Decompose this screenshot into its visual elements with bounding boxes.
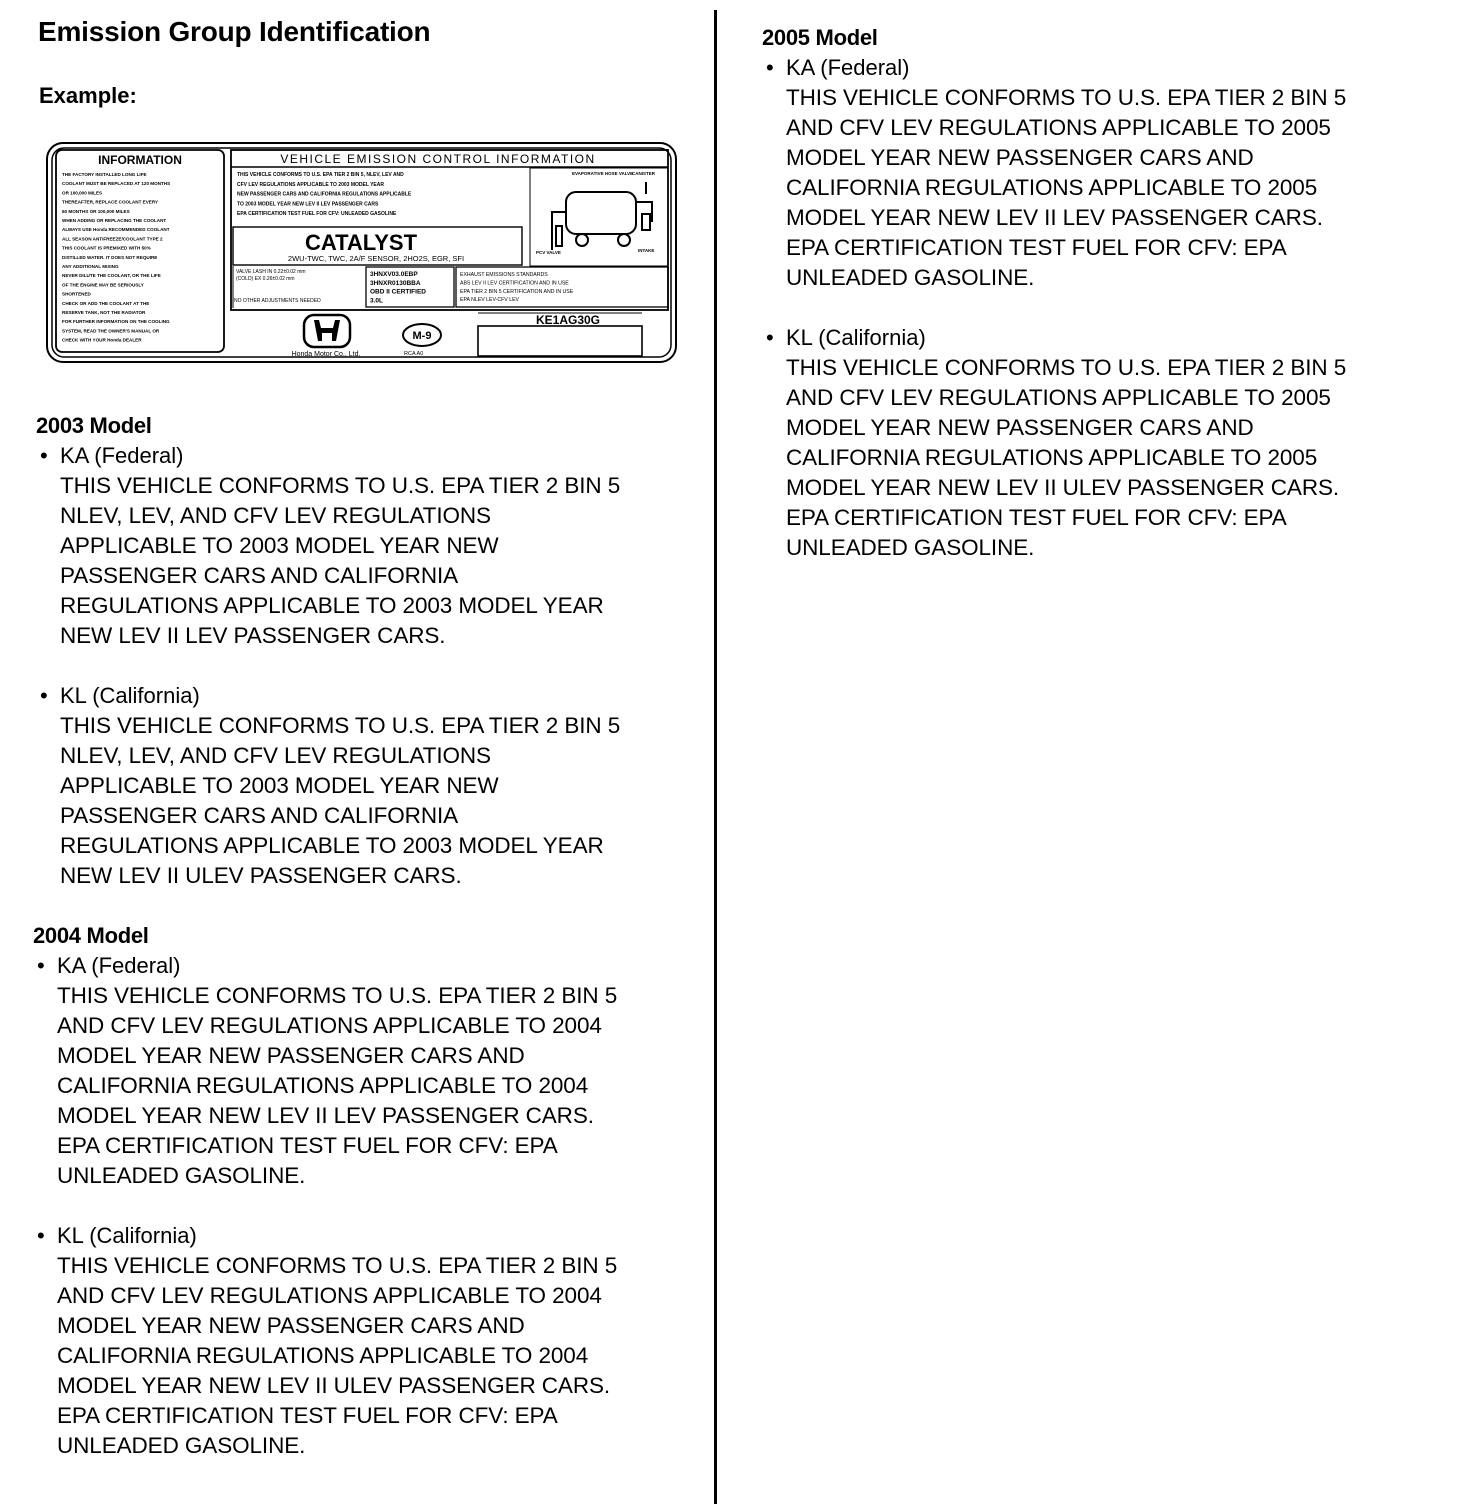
entry-line: THIS VEHICLE CONFORMS TO U.S. EPA TIER 2 BIN 5 — [786, 355, 1347, 380]
entry-body — [762, 83, 1346, 293]
entry-body — [33, 981, 617, 1191]
code-line: 3HNXV03.0EBP — [370, 271, 418, 278]
vec-line: CFV LEV REGULATIONS APPLICABLE TO 2003 MODEL YEAR — [237, 181, 384, 188]
info-line: WHEN ADDING OR REPLACING THE COOLANT — [62, 218, 167, 223]
info-line: FOR FURTHER INFORMATION ON THE COOLING — [62, 319, 170, 325]
catalyst-sub: 2WU-TWC, TWC, 2A/F SENSOR, 2HO2S, EGR, SFI — [287, 254, 465, 263]
bullet-icon: • — [37, 953, 45, 978]
section-2004-model — [33, 921, 617, 1461]
code-line: 3.0L — [370, 297, 384, 305]
entry-line: NEW LEV II LEV PASSENGER CARS. — [60, 623, 446, 648]
vec-heading: VEHICLE EMISSION CONTROL INFORMATION — [280, 152, 596, 166]
info-line: CHECK WITH YOUR Honda DEALER — [62, 337, 142, 343]
entry-line: NLEV, LEV, AND CFV LEV REGULATIONS — [60, 743, 491, 768]
entry-line: THIS VEHICLE CONFORMS TO U.S. EPA TIER 2 BIN 5 — [60, 473, 621, 498]
entry-line: CALIFORNIA REGULATIONS APPLICABLE TO 2005 — [786, 445, 1318, 470]
entry-heading — [33, 951, 617, 981]
emission-group-entry — [33, 951, 617, 1191]
maker-name: Honda Motor Co., Ltd. — [291, 351, 361, 358]
diagram-label: EVAPORATIVE HOSE VALVE — [572, 171, 634, 176]
entry-body — [36, 711, 620, 891]
info-line: CHECK OR ADD THE COOLANT AT THE — [62, 300, 150, 306]
exhaust-line: EXHAUST EMISSIONS STANDARDS — [460, 272, 548, 278]
entry-heading — [36, 441, 620, 471]
entry-line: MODEL YEAR NEW LEV II ULEV PASSENGER CARS. — [786, 475, 1340, 500]
entry-line: UNLEADED GASOLINE. — [57, 1433, 306, 1458]
entry-line: APPLICABLE TO 2003 MODEL YEAR NEW — [60, 773, 499, 798]
entry-body — [33, 1251, 617, 1461]
bullet-icon: • — [37, 1223, 45, 1248]
entry-body — [762, 353, 1346, 563]
exhaust-line: EPA NLEV LEV-CFV LEV — [460, 297, 520, 304]
code-line: OBD II CERTIFIED — [370, 288, 426, 296]
entry-line: MODEL YEAR NEW LEV II LEV PASSENGER CARS. — [57, 1103, 594, 1128]
bullet-icon: • — [766, 325, 774, 350]
info-line: ANY ADDITIONAL MIXING — [62, 264, 119, 269]
diagram-label: INTAKE — [638, 248, 655, 253]
exhaust-line: EPA TIER 2 BIN 5 CERTIFICATION AND IN USE — [460, 288, 574, 295]
entry-line: EPA CERTIFICATION TEST FUEL FOR CFV: EPA — [57, 1133, 558, 1158]
info-line: THEREAFTER, REPLACE COOLANT EVERY — [62, 199, 159, 205]
entry-line: CALIFORNIA REGULATIONS APPLICABLE TO 2004 — [57, 1073, 589, 1098]
entry-heading — [36, 681, 620, 711]
example-label: Example: — [39, 83, 137, 108]
info-heading: INFORMATION — [98, 153, 182, 167]
vec-line: TO 2003 MODEL YEAR NEW LEV II LEV PASSENGER CARS — [237, 201, 379, 208]
entry-line: MODEL YEAR NEW LEV II LEV PASSENGER CARS. — [786, 205, 1323, 230]
info-line: NEVER DILUTE THE COOLANT, OR THE LIFE — [62, 273, 161, 279]
entry-line: NEW LEV II ULEV PASSENGER CARS. — [60, 863, 462, 888]
entry-line: UNLEADED GASOLINE. — [786, 265, 1035, 290]
entry-heading-text: KL (California) — [60, 683, 200, 708]
info-line: OR 100,000 MILES — [62, 190, 103, 196]
entry-line: EPA CERTIFICATION TEST FUEL FOR CFV: EPA — [786, 235, 1287, 260]
entry-line: REGULATIONS APPLICABLE TO 2003 MODEL YEAR — [60, 833, 604, 858]
entry-line: PASSENGER CARS AND CALIFORNIA — [60, 803, 459, 828]
no-adjust: NO OTHER ADJUSTMENTS NEEDED — [234, 298, 321, 304]
info-line: SHORTENED — [62, 291, 91, 297]
vec-line: THIS VEHICLE CONFORMS TO U.S. EPA TIER 2 BIN 5, NLEV, LEV AND — [237, 172, 404, 178]
section-title: 2005 Model — [762, 25, 878, 50]
entry-line: THIS VEHICLE CONFORMS TO U.S. EPA TIER 2 BIN 5 — [60, 713, 621, 738]
entry-line: CALIFORNIA REGULATIONS APPLICABLE TO 2005 — [786, 175, 1318, 200]
entry-line: NLEV, LEV, AND CFV LEV REGULATIONS — [60, 503, 491, 528]
entry-heading — [33, 1221, 617, 1251]
entry-line: MODEL YEAR NEW PASSENGER CARS AND — [786, 415, 1254, 440]
page-title: Emission Group Identification — [38, 16, 431, 47]
info-line: ALL SEASON ANTIFREEZE/COOLANT TYPE 2 — [62, 236, 163, 242]
rca-text: RCA A0 — [404, 351, 424, 357]
section-title: 2003 Model — [36, 413, 152, 438]
entry-line: AND CFV LEV REGULATIONS APPLICABLE TO 2005 — [786, 385, 1331, 410]
entry-line: MODEL YEAR NEW PASSENGER CARS AND — [57, 1313, 525, 1338]
entry-line: UNLEADED GASOLINE. — [57, 1163, 306, 1188]
vec-line: EPA CERTIFICATION TEST FUEL FOR CFV: UNLEADED GASOLINE — [237, 211, 397, 218]
code-line: 3HNXR0130BBA — [370, 279, 421, 287]
info-line: DISTILLED WATER. IT DOES NOT REQUIRE — [62, 254, 158, 260]
entry-line: APPLICABLE TO 2003 MODEL YEAR NEW — [60, 533, 499, 558]
entry-heading-text: KA (Federal) — [60, 443, 184, 468]
entry-line: AND CFV LEV REGULATIONS APPLICABLE TO 2005 — [786, 115, 1331, 140]
diagram-label: PCV VALVE — [536, 250, 561, 255]
section-2003-model — [36, 411, 620, 891]
info-line: THIS COOLANT IS PREMIXED WITH 50% — [62, 245, 151, 251]
info-line: 60 MONTHS OR 100,000 MILES — [62, 208, 130, 214]
exhaust-line: ABS LEV II LEV CERTIFICATION AND IN USE — [460, 280, 569, 287]
vec-line: NEW PASSENGER CARS AND CALIFORNIA REGULATIONS APPLICABLE — [237, 191, 412, 198]
section-title: 2004 Model — [33, 923, 149, 948]
entry-heading-text: KL (California) — [57, 1223, 197, 1248]
emission-group-entry — [762, 323, 1346, 563]
entry-line: AND CFV LEV REGULATIONS APPLICABLE TO 2004 — [57, 1283, 602, 1308]
entry-line: MODEL YEAR NEW PASSENGER CARS AND — [57, 1043, 525, 1068]
info-line: RESERVE TANK, NOT THE RADIATOR — [62, 310, 146, 315]
emission-group-entry — [36, 681, 620, 891]
entry-line: AND CFV LEV REGULATIONS APPLICABLE TO 2004 — [57, 1013, 602, 1038]
info-line: COOLANT MUST BE REPLACED AT 120 MONTHS — [62, 181, 171, 187]
valve-lash: VALVE LASH IN 0.22±0.02 mm — [236, 269, 306, 275]
emission-label-illustration — [46, 142, 678, 364]
entry-line: THIS VEHICLE CONFORMS TO U.S. EPA TIER 2 BIN 5 — [786, 85, 1347, 110]
info-line: ALWAYS USE Honda RECOMMENDED COOLANT — [62, 227, 170, 233]
svg-text:M-9: M-9 — [412, 330, 432, 342]
bullet-icon: • — [766, 55, 774, 80]
entry-line: MODEL YEAR NEW LEV II ULEV PASSENGER CARS. — [57, 1373, 611, 1398]
entry-heading-text: KL (California) — [786, 325, 926, 350]
entry-heading-text: KA (Federal) — [57, 953, 181, 978]
info-line: THE FACTORY INSTALLED LONG LIFE — [62, 172, 147, 177]
entry-line: UNLEADED GASOLINE. — [786, 535, 1035, 560]
entry-line: REGULATIONS APPLICABLE TO 2003 MODEL YEAR — [60, 593, 604, 618]
column-divider — [714, 10, 717, 1504]
bullet-icon: • — [40, 443, 48, 468]
bullet-icon: • — [40, 683, 48, 708]
entry-line: MODEL YEAR NEW PASSENGER CARS AND — [786, 145, 1254, 170]
entry-line: PASSENGER CARS AND CALIFORNIA — [60, 563, 459, 588]
section-2005-model — [762, 23, 1346, 563]
entry-line: CALIFORNIA REGULATIONS APPLICABLE TO 2004 — [57, 1343, 589, 1368]
diagram-label: CANISTER — [632, 171, 656, 176]
emission-group-entry — [36, 441, 620, 651]
emission-group-entry — [33, 1221, 617, 1461]
entry-line: EPA CERTIFICATION TEST FUEL FOR CFV: EPA — [57, 1403, 558, 1428]
entry-heading-text: KA (Federal) — [786, 55, 910, 80]
code-id: KE1AG30G — [535, 313, 601, 327]
info-line: SYSTEM, READ THE OWNER'S MANUAL OR — [62, 328, 160, 334]
entry-line: EPA CERTIFICATION TEST FUEL FOR CFV: EPA — [786, 505, 1287, 530]
emission-group-entry — [762, 53, 1346, 293]
entry-line: THIS VEHICLE CONFORMS TO U.S. EPA TIER 2 BIN 5 — [57, 983, 618, 1008]
entry-heading — [762, 53, 1346, 83]
info-line: OF THE ENGINE MAY BE SERIOUSLY — [62, 282, 144, 288]
catalyst-label: CATALYST — [304, 230, 418, 255]
entry-body — [36, 471, 620, 651]
entry-line: THIS VEHICLE CONFORMS TO U.S. EPA TIER 2 BIN 5 — [57, 1253, 618, 1278]
entry-heading — [762, 323, 1346, 353]
valve-lash-2: (COLD) EX 0.26±0.02 mm — [236, 276, 295, 282]
